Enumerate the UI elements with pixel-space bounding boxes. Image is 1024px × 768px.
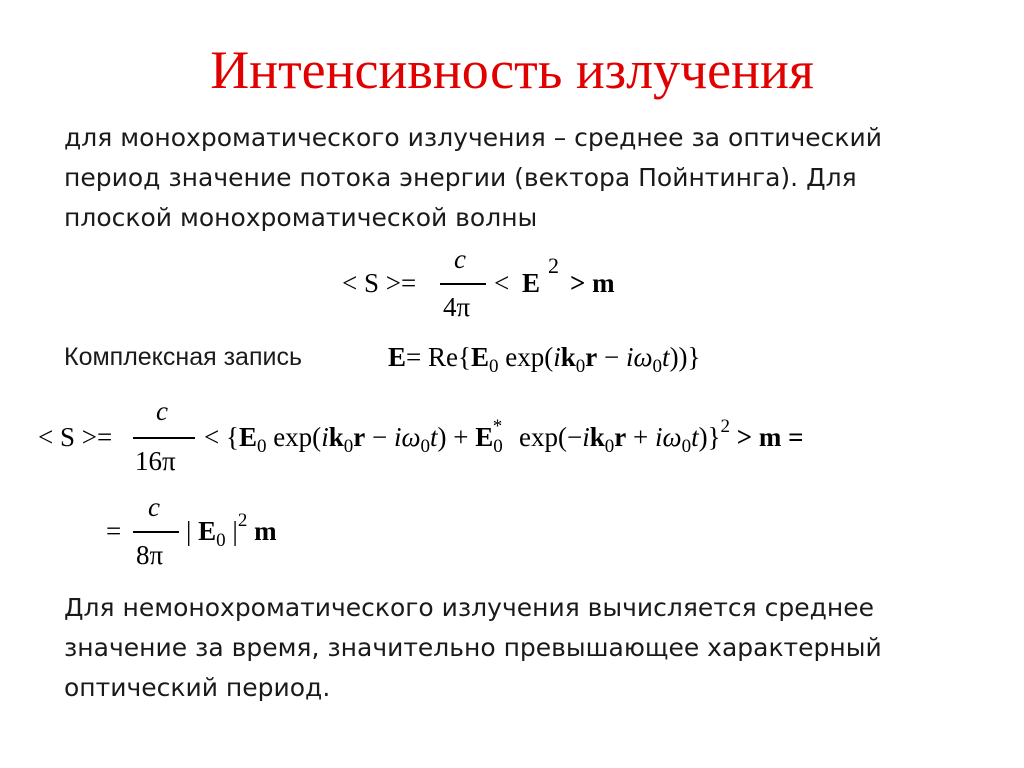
eq3-lhs: < S >=	[38, 422, 113, 452]
slide-title: Интенсивность излучения	[210, 40, 814, 100]
eq2-vector-e: E	[388, 342, 407, 372]
eq4-expression: | $E_0$ $|^2$ m	[186, 510, 277, 551]
eq2-iomega: iω	[625, 342, 653, 372]
eq2-e0: E	[470, 342, 489, 372]
eq2-k-subscript: 0	[575, 356, 586, 377]
eq1-open: <	[494, 268, 510, 298]
eq3-denominator: 16π	[135, 446, 176, 476]
eq4-fraction-bar	[133, 531, 179, 533]
eq2-omega-subscript: 0	[652, 356, 663, 377]
eq2-t: t	[662, 342, 670, 372]
eq3-numerator: c	[156, 396, 168, 426]
eq1-numerator: c	[454, 244, 466, 274]
eq4-equals: =	[106, 516, 122, 546]
eq4-numerator: c	[148, 492, 160, 522]
eq2-r: r	[585, 342, 598, 372]
complex-form-label: Комплексная запись	[64, 343, 302, 371]
intro-paragraph: для монохроматического излучения – среднее за оптический период значение потока энергии (вектора Пойнтинга). Для плоской монохроматической волны	[64, 123, 882, 232]
eq2-exp: exp(	[498, 342, 554, 372]
eq4-denominator: 8π	[136, 540, 164, 570]
eq2-subscript-0: 0	[488, 356, 499, 377]
eq1-denominator: 4π	[443, 292, 471, 322]
eq2-k: k	[560, 342, 576, 372]
eq1-lhs: < S >=	[342, 268, 417, 298]
eq1-close: > m	[570, 268, 615, 298]
eq1-vector-e: E	[522, 268, 541, 298]
eq3-expression: < {$E_0$ $\exp(ik_0r - i\omega_0t) + E_0^*$ $\exp(-ik_0r + i\omega_0t)\}^2 > m$ =	[204, 416, 804, 457]
eq2-re: = Re{	[406, 342, 471, 372]
eq1-exponent: 2	[548, 253, 559, 278]
outro-paragraph: Для немонохроматического излучения вычисляется среднее значение за время, значительно превышающее характерный оптический период.	[64, 593, 882, 702]
eq2-minus: −	[597, 342, 626, 372]
eq2-i: i	[553, 342, 561, 372]
eq2-close: ))}	[669, 342, 701, 372]
